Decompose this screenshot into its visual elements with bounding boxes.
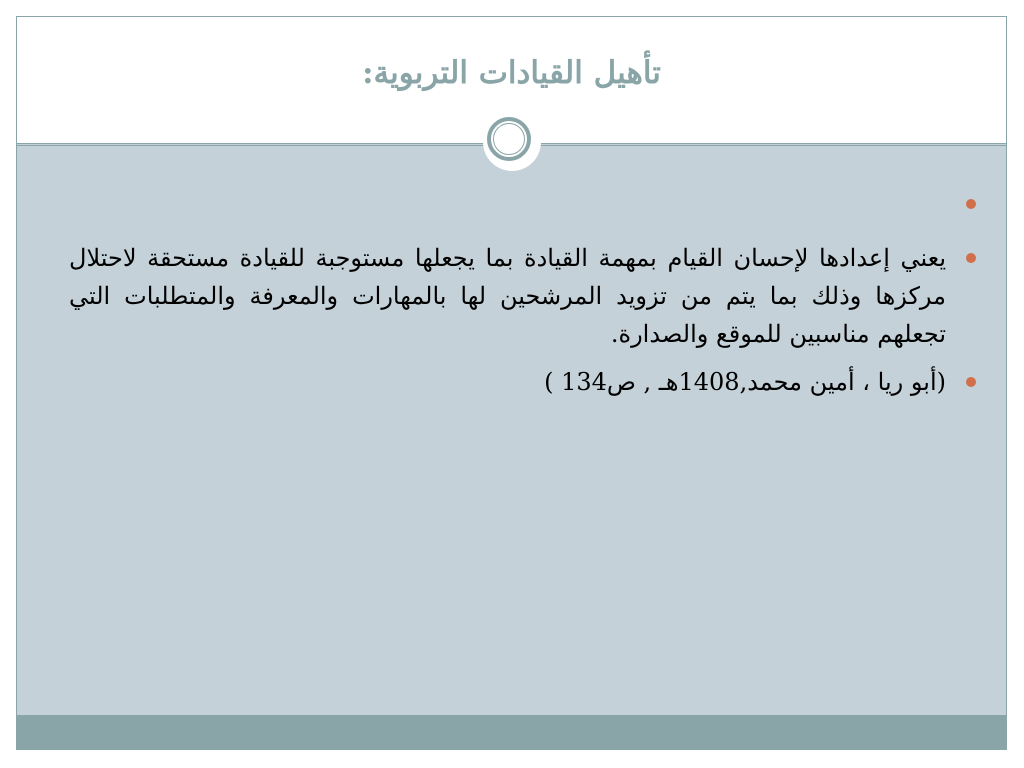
bullet-text: يعني إعدادها لإحسان القيام بمهمة القيادة بما يجعلها مستوجبة للقيادة مستحقة لاحتلال مركزها وذلك بما يتم من تزويد المرشحين لها بالمهارات والمعرفة والمتطلبات التي تجعلهم مناسبين للموقع والصدارة.	[69, 244, 946, 348]
list-item	[69, 239, 976, 353]
slide-title: تأهيل القيادات التربوية:	[362, 55, 661, 91]
list-item	[69, 363, 976, 401]
bullet-dot-icon	[966, 199, 976, 209]
slide	[16, 16, 1007, 750]
citation-text: (أبو ريا ، أمين محمد,1408هـ , ص134 )	[544, 368, 946, 396]
bullet-dot-icon	[966, 377, 976, 387]
bullet-list	[69, 185, 976, 411]
circle-ornament-inner	[493, 123, 525, 155]
bullet-dot-icon	[966, 253, 976, 263]
list-item	[69, 185, 976, 223]
footer-band	[17, 715, 1006, 749]
